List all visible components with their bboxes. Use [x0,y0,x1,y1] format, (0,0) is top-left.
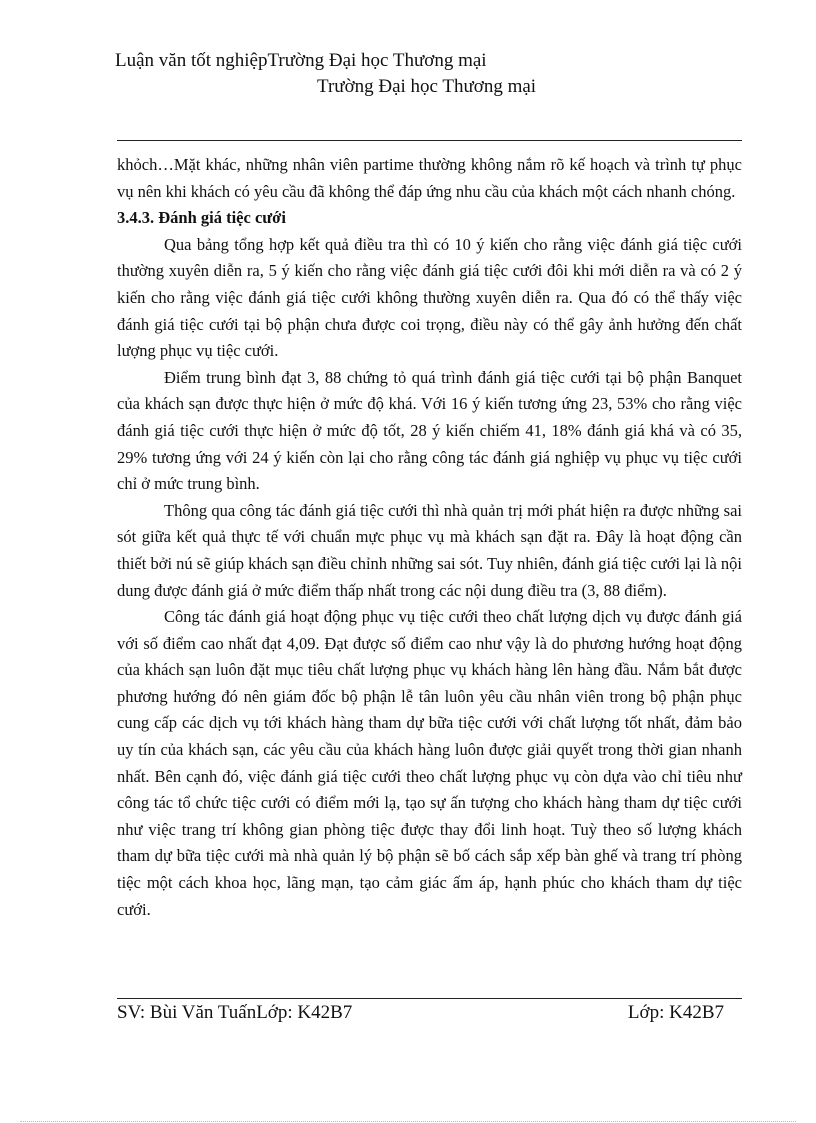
paragraph-continuation: khỏch…Mặt khác, những nhân viên partime thường không nắm rõ kế hoạch và trình tự phục vụ nên khi khách có yêu cầu đã không thể đáp ứng nhu cầu của khách một cách nhanh chóng. [117,155,742,201]
footer-student-info: SV: Bùi Văn TuấnLớp: K42B7 [117,1002,353,1023]
footer-class-info: Lớp: K42B7 [627,1002,724,1023]
header-title-line1: Luận văn tốt nghiệpTrường Đại học Thương mại [115,50,487,71]
header-title-line2: Trường Đại học Thương mại [317,76,537,97]
paragraph-average-score: Điểm trung bình đạt 3, 88 chứng tỏ quá trình đánh giá tiệc cưới tại bộ phận Banquet của khách sạn được thực hiện ở mức độ khá. Với 16 ý kiến tương ứng 23, 53% cho rằng việc đánh giá tiệc cưới thực hiện ở mức độ tốt, 28 ý kiến chiếm 41, 18% đánh giá khá và có 35, 29% tương ứng với 24 ý kiến còn lại cho rằng công tác đánh giá nghiệp vụ phục vụ tiệc cưới chỉ ở mức trung bình. [117,367,742,494]
document-body [117,152,742,923]
page-header [115,48,745,100]
footer-divider [117,998,742,999]
page-bottom-dotted-line [20,1121,796,1122]
section-heading: 3.4.3. Đánh giá tiệc cưới [117,208,286,228]
paragraph-evaluation-purpose: Thông qua công tác đánh giá tiệc cưới thì nhà quản trị mới phát hiện ra được những sai sót giữa kết quả thực tế với chuẩn mực phục vụ mà khách sạn đặt ra. Đây là hoạt động cần thiết bởi nú sẽ giúp khách sạn điều chỉnh những sai sót. Tuy nhiên, đánh giá tiệc cưới lại là nội dung được đánh giá ở mức điểm thấp nhất trong các nội dung điều tra (3, 88 điểm). [117,500,742,600]
header-divider [117,140,742,141]
paragraph-survey-results: Qua bảng tổng hợp kết quả điều tra thì có 10 ý kiến cho rằng việc đánh giá tiệc cưới thường xuyên diễn ra, 5 ý kiến cho rằng việc đánh giá tiệc cưới đôi khi mới diễn ra và có 2 ý kiến cho rằng việc đánh giá tiệc cưới không thường xuyên diễn ra. Qua đó có thể thấy việc đánh giá tiệc cưới tại bộ phận chưa được coi trọng, điều này có thể gây ảnh hưởng đến chất lượng phục vụ tiệc cưới. [117,234,742,361]
paragraph-service-quality: Công tác đánh giá hoạt động phục vụ tiệc cưới theo chất lượng dịch vụ được đánh giá với số điểm cao nhất đạt 4,09. Đạt được số điểm cao như vậy là do phương hướng hoạt động của khách sạn luôn đặt mục tiêu chất lượng phục vụ khách hàng lên hàng đầu. Nắm bắt được phương hướng đó nên giám đốc bộ phận lễ tân luôn yêu cầu nhân viên trong bộ phận phục cung cấp các dịch vụ tới khách hàng tham dự bữa tiệc cưới với chất lượng tốt nhất, đảm bảo uy tín của khách sạn, các yêu cầu của khách hàng luôn được giải quyết trong thời gian nhanh nhất. Bên cạnh đó, việc đánh giá tiệc cưới theo chất lượng phục vụ còn dựa vào chỉ tiêu như công tác tổ chức tiệc cưới có điểm mới lạ, tạo sự ấn tượng cho khách hàng tham dự tiệc cưới như việc trang trí không gian phòng tiệc được thay đổi linh hoạt. Tuỳ theo số lượng khách tham dự bữa tiệc cưới mà nhà quản lý bộ phận sẽ bố cách sắp xếp bàn ghế và trang trí phòng tiệc một cách khoa học, lãng mạn, tạo cảm giác ấm áp, hạnh phúc cho khách tham dự tiệc cưới. [117,607,742,919]
